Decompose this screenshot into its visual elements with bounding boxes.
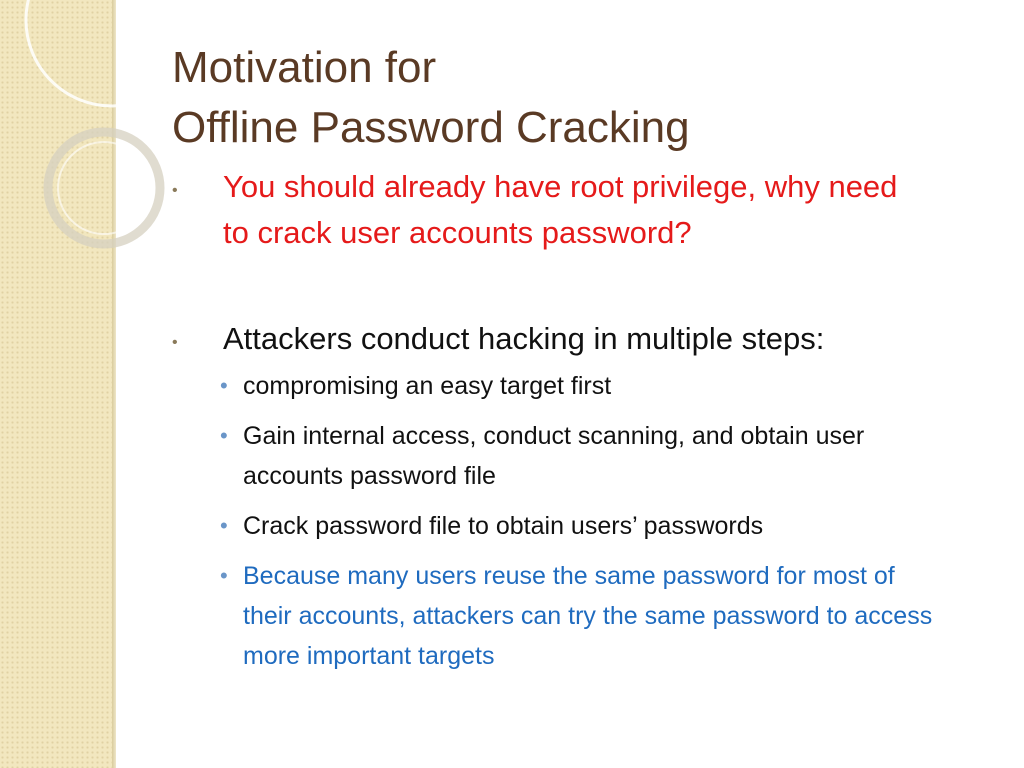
slide-content xyxy=(172,38,972,686)
small-ring xyxy=(48,132,160,244)
sub-bullet-item xyxy=(220,416,972,496)
sub-bullet-text: • Gain internal access, conduct scanning, and obtain user accounts password file xyxy=(243,422,865,490)
sub-bullet-item-highlight xyxy=(220,556,972,676)
bullet-attackers xyxy=(172,316,972,362)
sub-bullet-text: • compromising an easy target first xyxy=(243,372,612,400)
bullet-root-privilege: • You should already have root privilege, why need to crack user accounts password? xyxy=(172,164,923,256)
title-line-2: Offline Password Cracking xyxy=(172,103,690,152)
sub-bullet-text: • Because many users reuse the same password for most of their accounts, attackers can try the same password to access more important targets xyxy=(243,562,933,670)
small-ring-inner xyxy=(58,142,150,234)
bullet-attackers-text: Attackers conduct hacking in multiple steps: xyxy=(223,321,825,356)
title-line-1: Motivation for xyxy=(172,43,437,92)
sub-bullet-item xyxy=(220,506,972,546)
bullet-list xyxy=(172,164,972,362)
sub-bullet-item xyxy=(220,366,972,406)
sub-bullet-list xyxy=(220,366,972,676)
sub-bullet-text: • Crack password file to obtain users’ passwords xyxy=(243,512,764,540)
slide-title xyxy=(172,38,972,158)
